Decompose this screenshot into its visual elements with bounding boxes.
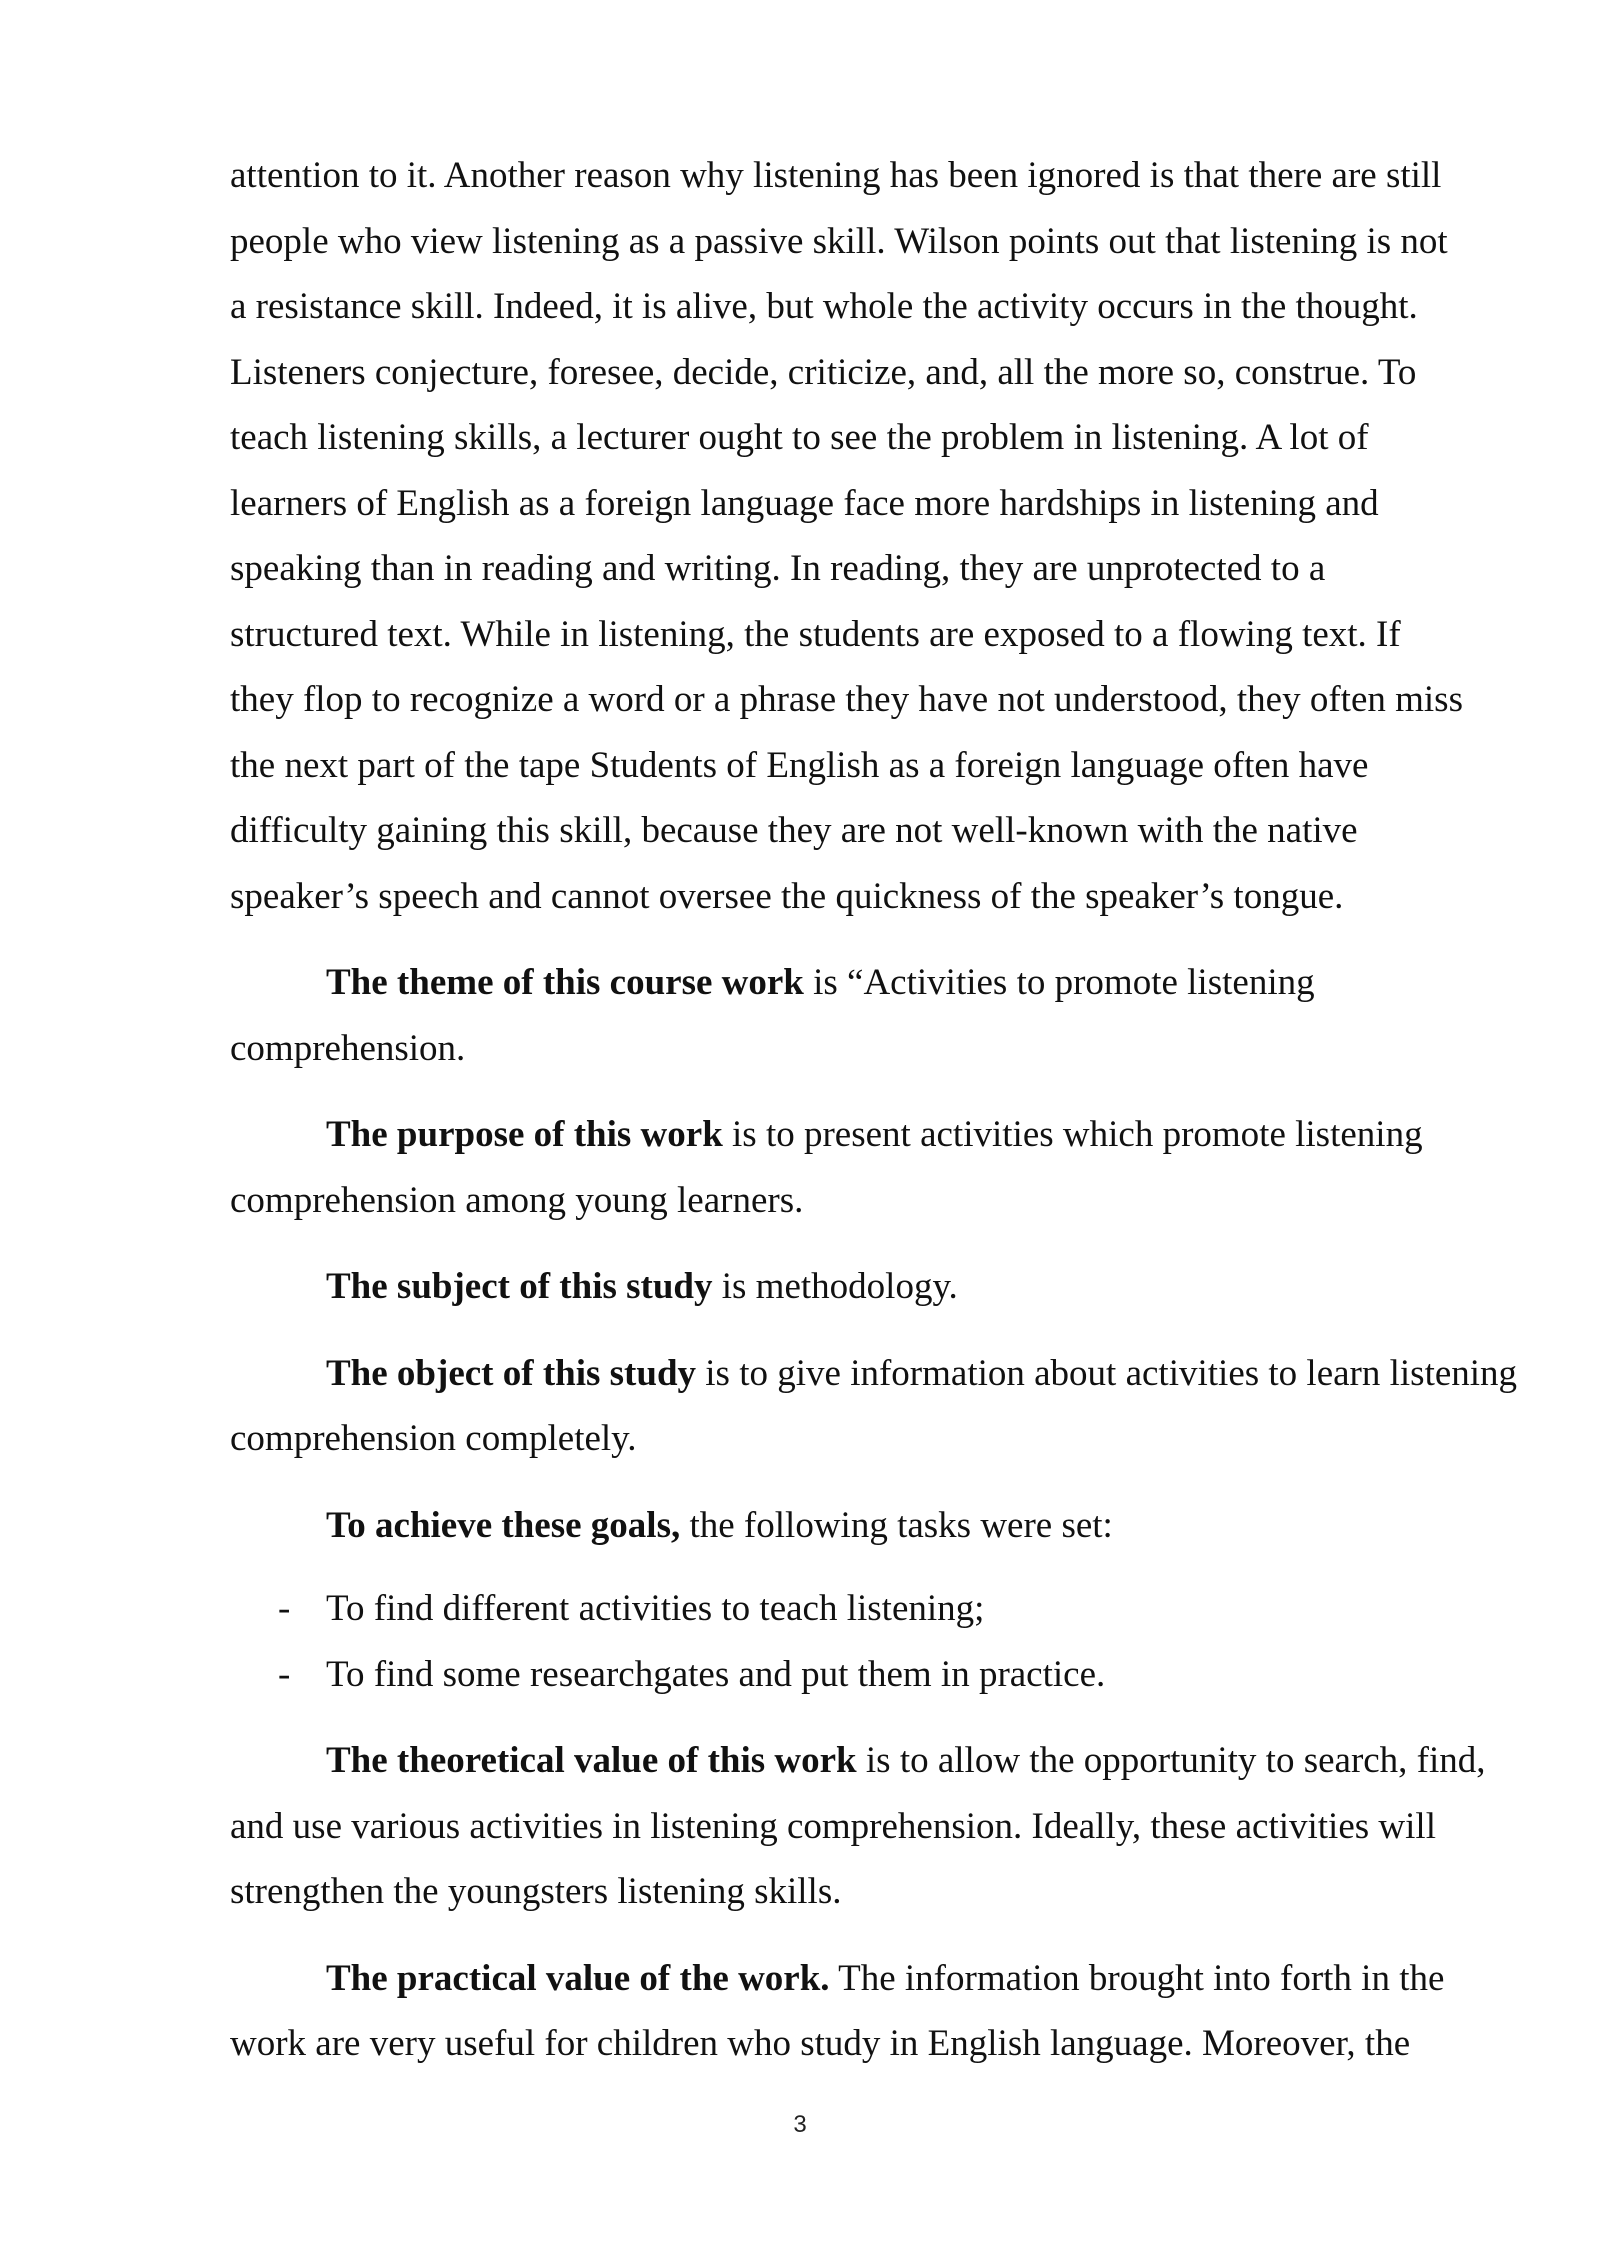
intro-paragraph: attention to it. Another reason why listening has been ignored is that there are still people who view listening as a passive skill. Wilson points out that listening is not a resistance skill. Indeed, it is alive, but whole the activity occurs in the thought. Listeners conjecture, foresee, decide, criticize, and, all the more so, construe. To teach listening skills, a lecturer ought to see the problem in listening. A lot of learners of English as a foreign language face more hardships in listening and speaking than in reading and writing. In reading, they are unprotected to a structured text. While in listening, the students are exposed to a flowing text. If they flop to recognize a word or a phrase they have not understood, they often miss the next part of the tape Students of English as a foreign language often have difficulty gaining this skill, because they are not well-known with the native speaker’s speech and cannot oversee the quickness of the speaker’s tongue. (230, 155, 1463, 917)
task-text: To find some researchgates and put them in practice. (326, 1653, 1106, 1695)
goals-heading: To achieve these goals, (326, 1504, 681, 1546)
subject-text: is methodology. (712, 1266, 958, 1307)
list-item (230, 1642, 1520, 1708)
object-text: is to give information about activities to learn listening comprehension completely. (230, 1352, 1518, 1459)
object-heading: The object of this study (326, 1352, 697, 1394)
purpose-heading: The purpose of this work (326, 1114, 723, 1155)
tasks-list (230, 1576, 1520, 1707)
list-dash: - (278, 1588, 291, 1629)
practical-value-paragraph (230, 1946, 1520, 2077)
theme-text: is “Activities to promote listening comprehension. (230, 962, 1315, 1069)
list-dash: - (278, 1653, 291, 1695)
theoretical-value-paragraph (230, 1728, 1520, 1925)
goals-text: the following tasks were set: (680, 1504, 1113, 1546)
task-text: To find different activities to teach listening; (326, 1588, 985, 1629)
theoretical-value-heading: The theoretical value of this work (326, 1740, 857, 1781)
subject-heading: The subject of this study (326, 1266, 713, 1307)
purpose-paragraph (230, 1102, 1520, 1233)
theoretical-value-text: is to allow the opportunity to search, find, and use various activities in listening comprehension. Ideally, these activities will strengthen the youngsters listening skills. (230, 1740, 1486, 1912)
goals-paragraph (230, 1493, 1520, 1559)
page-number: 3 (793, 2111, 807, 2138)
theme-heading: The theme of this course work (326, 962, 804, 1003)
practical-value-text: The information brought into forth in the work are very useful for children who study in English language. Moreover, the (230, 1957, 1445, 2064)
theme-paragraph (230, 950, 1520, 1081)
object-paragraph (230, 1341, 1520, 1472)
practical-value-heading: The practical value of the work. (326, 1957, 830, 1999)
purpose-text: is to present activities which promote listening comprehension among young learners. (230, 1114, 1423, 1221)
list-item (230, 1576, 1520, 1642)
subject-paragraph (230, 1254, 1520, 1320)
page-content (230, 143, 1520, 2098)
